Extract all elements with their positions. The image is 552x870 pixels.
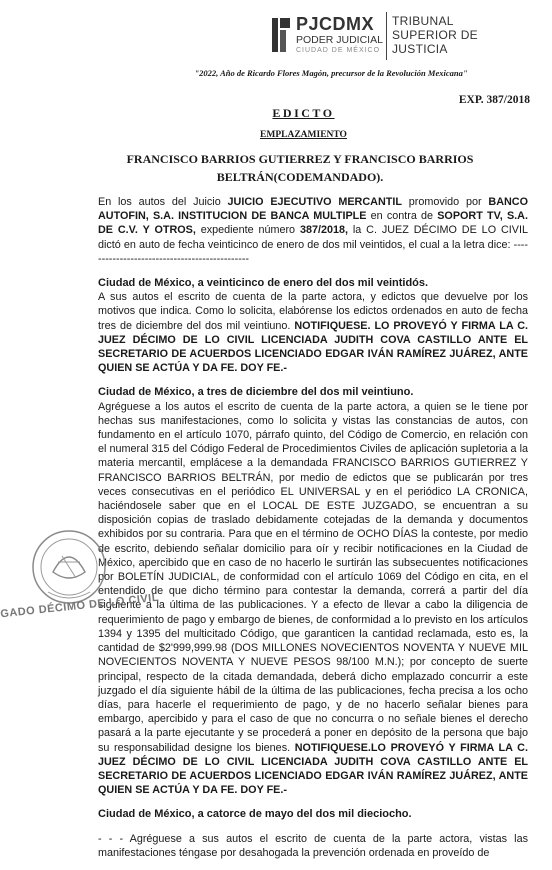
logo-title: PJCDMX (296, 14, 375, 34)
expediente-number: EXP. 387/2018 (458, 94, 530, 106)
bold-span: NOTIFIQUESE.LO PROVEYÓ Y FIRMA LA C. JUEZ DÉCIMO DE LO CIVIL LICENCIADA JUDITH COVA CASTILLO ANTE EL SECRETARIO DE ACUERDOS LICENCIADO EDGAR IVÁN RAMÍREZ JUÁREZ, ANTE QUIEN SE ACTÚA Y DA FE. DOY FE.- (98, 741, 528, 797)
text-span: A sus autos el escrito de cuenta de la parte actora, y edictos que devuelve por los motivos que indica. Como lo solicita, elabórense los edictos ordenados en auto de fecha tres de diciembre del dos mil veintiuno. (98, 291, 528, 332)
logo-tagline: CIUDAD DE MÉXICO (296, 47, 381, 54)
pjcdmx-logo-icon (270, 16, 292, 54)
tribunal-line-2: SUPERIOR DE (392, 28, 478, 42)
document-title: EDICTO (272, 106, 335, 120)
text-span: En los autos del Juicio (98, 196, 228, 208)
header-divider (386, 12, 387, 60)
heading-jan-2022: Ciudad de México, a veinticinco de enero del dos mil veintidós. (98, 277, 429, 290)
tribunal-line-1: TRIBUNAL (392, 14, 454, 28)
bold-span: 387/2018, (299, 224, 348, 237)
bold-span: SOPORT TV, S.A. DE C.V. Y OTROS, (98, 210, 528, 237)
heading-may-2018: Ciudad de México, a catorce de mayo del dos mil dieciocho. (98, 808, 412, 821)
bold-span: JUICIO EJECUTIVO MERCANTIL (227, 196, 402, 208)
text-span: promovido por (401, 196, 489, 208)
document-body (98, 195, 528, 870)
paragraph-dec-2021 (98, 400, 528, 798)
paragraph-jan-2022 (98, 290, 528, 375)
header (270, 12, 540, 62)
text-span: en contra de (366, 210, 438, 223)
heading-dec-2021: Ciudad de México, a tres de diciembre del dos mil veintiuno. (98, 386, 414, 399)
tribunal-line-3: JUSTICIA (392, 42, 448, 56)
bold-span: NOTIFIQUESE. LO PROVEYÓ Y FIRMA LA C. JUEZ DÉCIMO DE LO CIVIL LICENCIADA JUDITH COVA CASTILLO ANTE EL SECRETARIO DE ACUERDOS LICENCIADO EDGAR IVÁN RAMÍREZ JUÁREZ, ANTE QUIEN SE ACTÚA Y DA FE. DOY FE.- (98, 319, 528, 375)
paragraph-intro (98, 195, 528, 266)
text-span: Agréguese a los autos el escrito de cuenta de la parte actora, a quien se le tiene por hechas sus manifestaciones, como lo solicita y vistas las constancias de autos, con fundamento en el artículo 1070, párrafo quinto, del Código de Comercio, en relación con el numeral 315 del Código Federal de Procedimientos Civiles de aplicación supletoria a la materia mercantil, emplácese a la demandada FRANCISCO BARRIOS GUTIERREZ Y FRANCISCO BARRIOS BELTRÁN, por medio de edictos que se publicarán por tres veces consecutivas en el periódico EL UNIVERSAL y en el periódico LA CRONICA, haciéndosele saber que en el LOCAL DE ESTE JUZGADO, se encuentran a su disposición copias de traslado debidamente cotejadas de la demanda y documentos exhibidos por su contraria. Para que en el término de OCHO DÍAS la conteste, por medio de escrito, debiendo señalar domicilio para oír y recibir notificaciones en la Ciudad de México, apercibido que en caso de no hacerlo le surtirán las subsecuentes notificaciones por BOLETÍN JUDICIAL, de conformidad con el artículo 1069 del Código en cita, en el entendido de que dicho término para contestar la demanda, correrá a partir del día siguiente a la última de las publicaciones. Y a efecto de llevar a cabo la diligencia de requerimiento de pago y embargo de bienes, de conformidad a lo previsto en los artículos 1394 y 1395 del multicitado Código, que garanticen la cantidad reclamada, esto es, la cantidad de $2'999,999.98 (DOS MILLONES NOVECIENTOS NOVENTA Y NUEVE MIL NOVECIENTOS NOVENTA Y NUEVE PESOS 98/100 M.N.); por concepto de suerte principal, respecto de la citada demandada, deberá dicho emplazado concurrir a este juzgado el día siguiente hábil de la última de las publicaciones, fecha precisa a los ocho días, para hacerle el requerimiento de pago, y de no hacerlo señalar bienes para embargo, apercibido y para el caso de que no concurra o no señale bienes el derecho pasará a la parte ejecutante y se procederá a poner en depósito de la persona que bajo su responsabilidad designe los bienes. (98, 400, 528, 754)
bold-span: BANCO AUTOFIN, S.A. INSTITUCION DE BANCA MULTIPLE (98, 196, 528, 223)
motto: "2022, Año de Ricardo Flores Magón, precursor de la Revolución Mexicana" (194, 68, 468, 78)
paragraph-may-2018: - - - Agréguese a sus autos el escrito de cuenta de la parte actora, vistas las manifestaciones téngase por desahogada la prevención ordenada en proveído de (98, 832, 528, 859)
parties-heading: FRANCISCO BARRIOS GUTIERREZ Y FRANCISCO BARRIOS BELTRÁN(CODEMANDADO). (126, 152, 474, 184)
court-stamp: GADO DÉCIMO DE LO CIVIL (0, 591, 160, 621)
text-span: expediente número (195, 224, 300, 237)
logo-subtitle: PODER JUDICIAL (296, 34, 383, 46)
tribunal-name (392, 14, 478, 56)
document-subtitle: EMPLAZAMIENTO (260, 130, 347, 140)
text-span: la C. JUEZ DÉCIMO DE LO CIVIL dictó en auto de fecha veinticinco de enero de dos mil veintidos, el cual a la letra dice: ---------------------------------------------- (98, 224, 528, 265)
